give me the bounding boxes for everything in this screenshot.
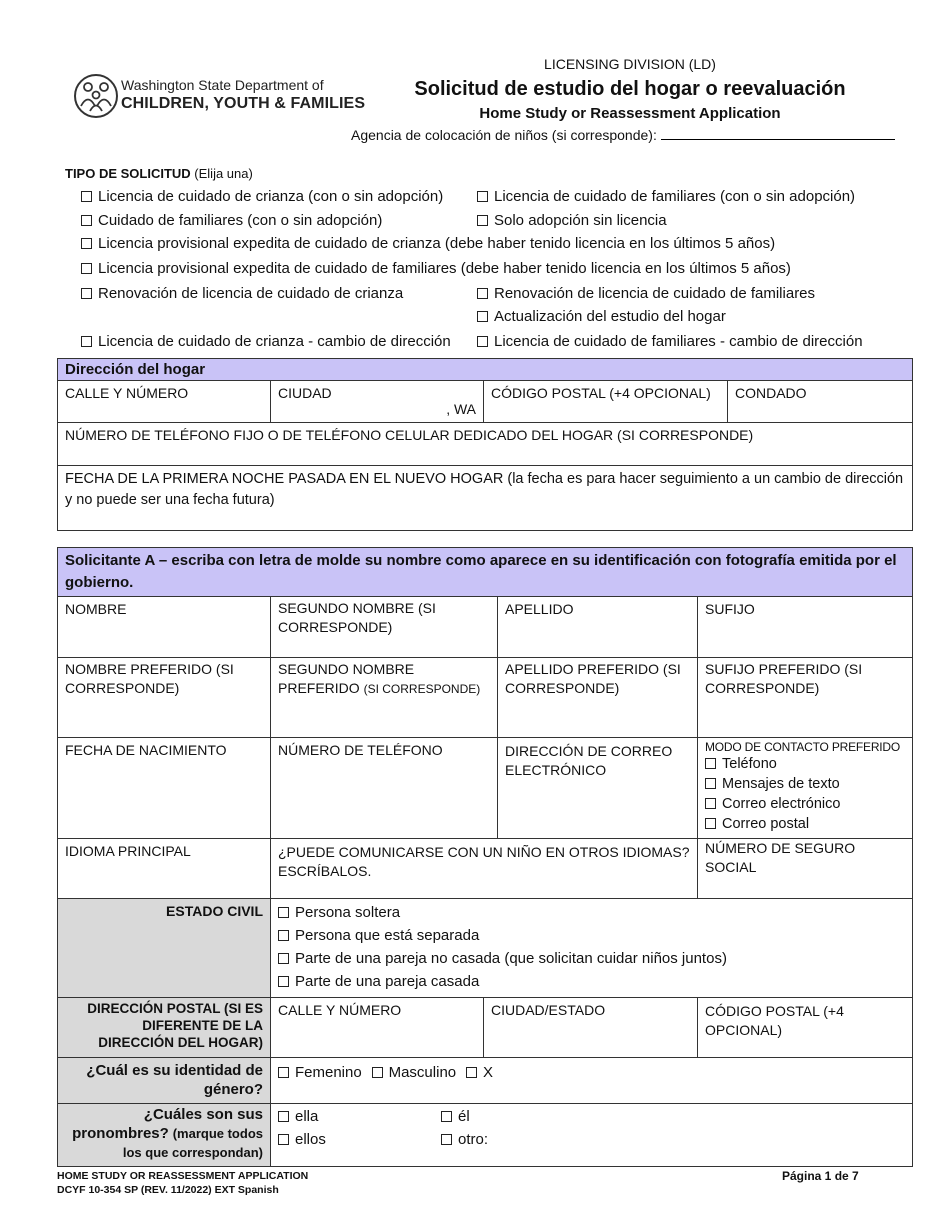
- suffix-field[interactable]: SUFIJO: [698, 597, 913, 658]
- footer-form-title: HOME STUDY OR REASSESSMENT APPLICATION: [57, 1170, 309, 1182]
- zip-field[interactable]: CÓDIGO POSTAL (+4 OPCIONAL): [484, 381, 728, 423]
- pronouns-label: ¿Cuáles son sus pronombres? (marque todos los que correspondan): [58, 1104, 271, 1167]
- logo-line-2: CHILDREN, YOUTH & FAMILIES: [121, 95, 366, 112]
- preferred-suffix-field[interactable]: SUFIJO PREFERIDO (SI CORRESPONDE): [698, 658, 913, 738]
- checkbox[interactable]: [705, 758, 716, 769]
- option-kinship-license[interactable]: Licencia de cuidado de familiares (con o sin adopción): [477, 188, 855, 205]
- other-languages-field[interactable]: ¿PUEDE COMUNICARSE CON UN NIÑO EN OTROS IDIOMAS? ESCRÍBALOS.: [271, 839, 698, 899]
- checkbox[interactable]: [81, 263, 92, 274]
- checkbox[interactable]: [278, 907, 289, 918]
- family-emblem-icon: [73, 73, 119, 119]
- pronoun-other-option[interactable]: otro:: [441, 1128, 488, 1151]
- checkbox[interactable]: [81, 336, 92, 347]
- request-type-label: [65, 166, 253, 181]
- option-foster-license[interactable]: Licencia de cuidado de crianza (con o sin adopción): [81, 188, 443, 205]
- phone-number-field[interactable]: NÚMERO DE TELÉFONO: [271, 738, 498, 839]
- gender-identity-options: [271, 1058, 913, 1104]
- gender-x-option[interactable]: X: [466, 1064, 493, 1081]
- checkbox[interactable]: [441, 1134, 452, 1145]
- agency-input-line[interactable]: [661, 128, 895, 140]
- marital-status-options: [271, 899, 913, 998]
- checkbox[interactable]: [278, 953, 289, 964]
- pronoun-they-option[interactable]: ellos: [278, 1128, 905, 1151]
- mailing-zip-field[interactable]: CÓDIGO POSTAL (+4 OPCIONAL): [698, 998, 913, 1058]
- agency-label: Agencia de colocación de niños (si corresponde):: [351, 127, 657, 143]
- contact-email-option[interactable]: Correo electrónico: [705, 794, 905, 814]
- city-field[interactable]: CIUDAD , WA: [271, 381, 484, 423]
- county-field[interactable]: CONDADO: [728, 381, 913, 423]
- marital-single-option[interactable]: Persona soltera: [278, 901, 905, 924]
- checkbox[interactable]: [81, 191, 92, 202]
- checkbox[interactable]: [81, 215, 92, 226]
- applicant-a-header: Solicitante A – escriba con letra de molde su nombre como aparece en su identificación con fotografía emitida por el gobierno.: [58, 548, 913, 597]
- checkbox[interactable]: [278, 1134, 289, 1145]
- option-expedited-kinship[interactable]: Licencia provisional expedita de cuidado de familiares (debe haber tenido licencia en los últimos 5 años): [81, 260, 791, 277]
- checkbox[interactable]: [705, 778, 716, 789]
- first-night-date-field[interactable]: FECHA DE LA PRIMERA NOCHE PASADA EN EL NUEVO HOGAR (la fecha es para hacer seguimiento a un cambio de dirección y no puede ser una fecha futura): [58, 466, 913, 531]
- gender-identity-label: ¿Cuál es su identidad de género?: [58, 1058, 271, 1104]
- option-home-study-update[interactable]: Actualización del estudio del hogar: [477, 308, 726, 325]
- checkbox[interactable]: [477, 311, 488, 322]
- middle-name-field[interactable]: SEGUNDO NOMBRE (SI CORRESPONDE): [271, 597, 498, 658]
- marital-separated-option[interactable]: Persona que está separada: [278, 924, 905, 947]
- option-kinship-address-change[interactable]: Licencia de cuidado de familiares - cambio de dirección: [477, 333, 863, 350]
- option-expedited-foster[interactable]: Licencia provisional expedita de cuidado de crianza (debe haber tenido licencia en los últimos 5 años): [81, 235, 775, 252]
- gender-female-option[interactable]: Femenino: [278, 1064, 362, 1081]
- pronoun-she-option[interactable]: ella: [278, 1105, 905, 1128]
- preferred-middle-name-field[interactable]: SEGUNDO NOMBRE PREFERIDO (SI CORRESPONDE): [271, 658, 498, 738]
- home-address-header: Dirección del hogar: [58, 359, 913, 381]
- mailing-address-label: DIRECCIÓN POSTAL (SI ES DIFERENTE DE LA DIRECCIÓN DEL HOGAR): [58, 998, 271, 1058]
- checkbox[interactable]: [278, 1067, 289, 1078]
- option-kinship-care[interactable]: Cuidado de familiares (con o sin adopción): [81, 212, 382, 229]
- state-suffix: , WA: [446, 401, 476, 417]
- request-type-title: TIPO DE SOLICITUD: [65, 166, 191, 181]
- logo-line-1: Washington State Department of: [121, 77, 324, 93]
- footer-form-number: DCYF 10-354 SP (REV. 11/2022) EXT Spanish: [57, 1184, 279, 1196]
- email-field[interactable]: DIRECCIÓN DE CORREO ELECTRÓNICO: [498, 738, 698, 839]
- contact-text-option[interactable]: Mensajes de texto: [705, 774, 905, 794]
- page-title: Solicitud de estudio del hogar o reevaluación: [414, 78, 846, 100]
- checkbox[interactable]: [278, 976, 289, 987]
- pronoun-he-option[interactable]: él: [441, 1105, 470, 1128]
- primary-language-field[interactable]: IDIOMA PRINCIPAL: [58, 839, 271, 899]
- first-name-field[interactable]: NOMBRE: [58, 597, 271, 658]
- mailing-city-field[interactable]: CIUDAD/ESTADO: [484, 998, 698, 1058]
- mailing-street-field[interactable]: CALLE Y NÚMERO: [271, 998, 484, 1058]
- marital-unmarried-couple-option[interactable]: Parte de una pareja no casada (que solicitan cuidar niños juntos): [278, 947, 905, 970]
- home-address-table: [57, 358, 913, 531]
- checkbox[interactable]: [278, 930, 289, 941]
- request-type-hint: (Elija una): [194, 166, 253, 181]
- dcyf-logo: [73, 71, 366, 121]
- checkbox[interactable]: [477, 336, 488, 347]
- checkbox[interactable]: [372, 1067, 383, 1078]
- checkbox[interactable]: [278, 1111, 289, 1122]
- checkbox[interactable]: [705, 818, 716, 829]
- option-foster-address-change[interactable]: Licencia de cuidado de crianza - cambio de dirección: [81, 333, 451, 350]
- checkbox[interactable]: [705, 798, 716, 809]
- preferred-contact-field: [698, 738, 913, 839]
- home-phone-field[interactable]: NÚMERO DE TELÉFONO FIJO O DE TELÉFONO CELULAR DEDICADO DEL HOGAR (SI CORRESPONDE): [58, 423, 913, 466]
- option-adoption-only[interactable]: Solo adopción sin licencia: [477, 212, 667, 229]
- contact-mode-label: MODO DE CONTACTO PREFERIDO: [705, 740, 901, 754]
- checkbox[interactable]: [466, 1067, 477, 1078]
- ssn-field[interactable]: NÚMERO DE SEGURO SOCIAL: [698, 839, 913, 899]
- agency-field: [351, 127, 895, 143]
- division-label: LICENSING DIVISION (LD): [544, 56, 716, 72]
- marital-married-couple-option[interactable]: Parte de una pareja casada: [278, 970, 905, 993]
- street-field[interactable]: CALLE Y NÚMERO: [58, 381, 271, 423]
- checkbox[interactable]: [477, 288, 488, 299]
- applicant-a-table: [57, 547, 913, 1167]
- option-foster-renewal[interactable]: Renovación de licencia de cuidado de crianza: [81, 285, 403, 302]
- page-number: Página 1 de 7: [782, 1169, 859, 1183]
- contact-phone-option[interactable]: Teléfono: [705, 754, 905, 774]
- option-kinship-renewal[interactable]: Renovación de licencia de cuidado de familiares: [477, 285, 815, 302]
- preferred-last-name-field[interactable]: APELLIDO PREFERIDO (SI CORRESPONDE): [498, 658, 698, 738]
- checkbox[interactable]: [477, 191, 488, 202]
- checkbox[interactable]: [81, 238, 92, 249]
- preferred-first-name-field[interactable]: NOMBRE PREFERIDO (SI CORRESPONDE): [58, 658, 271, 738]
- checkbox[interactable]: [81, 288, 92, 299]
- checkbox[interactable]: [441, 1111, 452, 1122]
- page-subtitle: Home Study or Reassessment Application: [479, 105, 781, 122]
- gender-male-option[interactable]: Masculino: [372, 1064, 457, 1081]
- last-name-field[interactable]: APELLIDO: [498, 597, 698, 658]
- contact-mail-option[interactable]: Correo postal: [705, 814, 905, 834]
- pronouns-options: [271, 1104, 913, 1167]
- footer-form-info: [57, 1169, 308, 1197]
- checkbox[interactable]: [477, 215, 488, 226]
- marital-status-label: ESTADO CIVIL: [58, 899, 271, 998]
- date-of-birth-field[interactable]: FECHA DE NACIMIENTO: [58, 738, 271, 839]
